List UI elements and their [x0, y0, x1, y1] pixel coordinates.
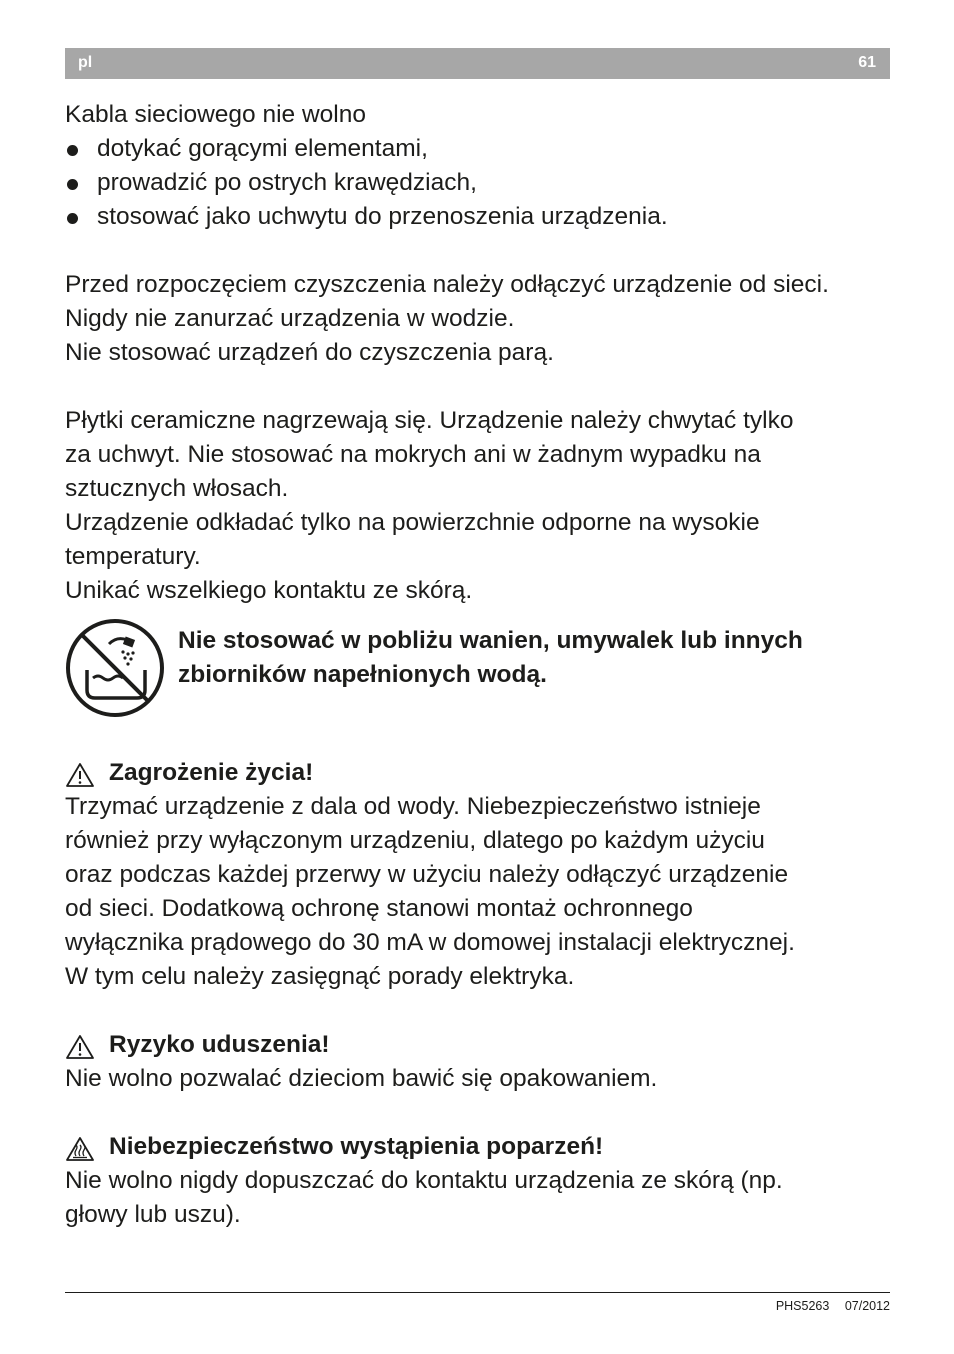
paragraph-line: od sieci. Dodatkową ochronę stanowi montaż ochronnego: [65, 895, 693, 922]
model-number: PHS5263: [775, 1299, 830, 1313]
warning-heading: Ryzyko uduszenia!: [65, 1028, 895, 1062]
paragraph-line: za uchwyt. Nie stosować na mokrych ani w żadnym wypadku na: [65, 441, 761, 468]
list-item: dotykać gorącymi elementami,: [65, 132, 895, 166]
paragraph-line: wyłącznika prądowego do 30 mA w domowej instalacji elektrycznej.: [65, 929, 795, 956]
paragraph-line: głowy lub uszu).: [65, 1201, 241, 1228]
hot-surface-warning-icon: [65, 1136, 95, 1162]
water-notice-text: Nie stosować w pobliżu wanien, umywalek lub innych zbiorników napełnionych wodą.: [178, 627, 803, 688]
paragraph-line: również przy wyłączonym urządzeniu, dlatego po każdym użyciu: [65, 827, 765, 854]
page-footer: [764, 1299, 890, 1313]
bullet-icon: [67, 213, 78, 224]
paragraph-line: oraz podczas każdej przerwy w użyciu należy odłączyć urządzenie: [65, 861, 789, 888]
no-water-icon: [65, 618, 165, 718]
paragraph-line: Unikać wszelkiego kontaktu ze skórą.: [65, 577, 473, 604]
warning-heading: Niebezpieczeństwo wystąpienia poparzeń!: [65, 1130, 895, 1164]
warning-heading: Zagrożenie życia!: [65, 756, 895, 790]
bullet-icon: [67, 179, 78, 190]
language-code: pl: [78, 54, 93, 71]
paragraph-line: Nie stosować urządzeń do czyszczenia parą.: [65, 339, 554, 366]
paragraph-line: Nie wolno pozwalać dzieciom bawić się opakowaniem.: [65, 1065, 658, 1092]
paragraph-line: Trzymać urządzenie z dala od wody. Niebezpieczeństwo istnieje: [65, 793, 761, 820]
paragraph-line: Nigdy nie zanurzać urządzenia w wodzie.: [65, 305, 515, 332]
paragraph-line: Nie wolno nigdy dopuszczać do kontaktu urządzenia ze skórą (np.: [65, 1167, 783, 1194]
paragraph-line: sztucznych włosach.: [65, 475, 289, 502]
paragraph-line: Przed rozpoczęciem czyszczenia należy odłączyć urządzenie od sieci.: [65, 271, 829, 298]
cord-intro: Kabla sieciowego nie wolno: [65, 101, 366, 128]
paragraph-line: temperatury.: [65, 543, 201, 570]
warning-triangle-icon: [65, 1034, 95, 1060]
page-content: [65, 98, 895, 1232]
paragraph-line: Urządzenie odkładać tylko na powierzchnie odporne na wysokie: [65, 509, 760, 536]
paragraph-line: Płytki ceramiczne nagrzewają się. Urządzenie należy chwytać tylko: [65, 407, 794, 434]
edition-date: 07/2012: [844, 1299, 890, 1313]
footer-divider: [65, 1292, 890, 1293]
water-notice: [65, 616, 895, 756]
paragraph-line: W tym celu należy zasięgnąć porady elektryka.: [65, 963, 575, 990]
page-number: 61: [858, 54, 876, 71]
bullet-icon: [67, 145, 78, 156]
list-item: prowadzić po ostrych krawędziach,: [65, 166, 895, 200]
page-header: [65, 48, 890, 79]
list-item: stosować jako uchwytu do przenoszenia urządzenia.: [65, 200, 895, 234]
warning-triangle-icon: [65, 762, 95, 788]
